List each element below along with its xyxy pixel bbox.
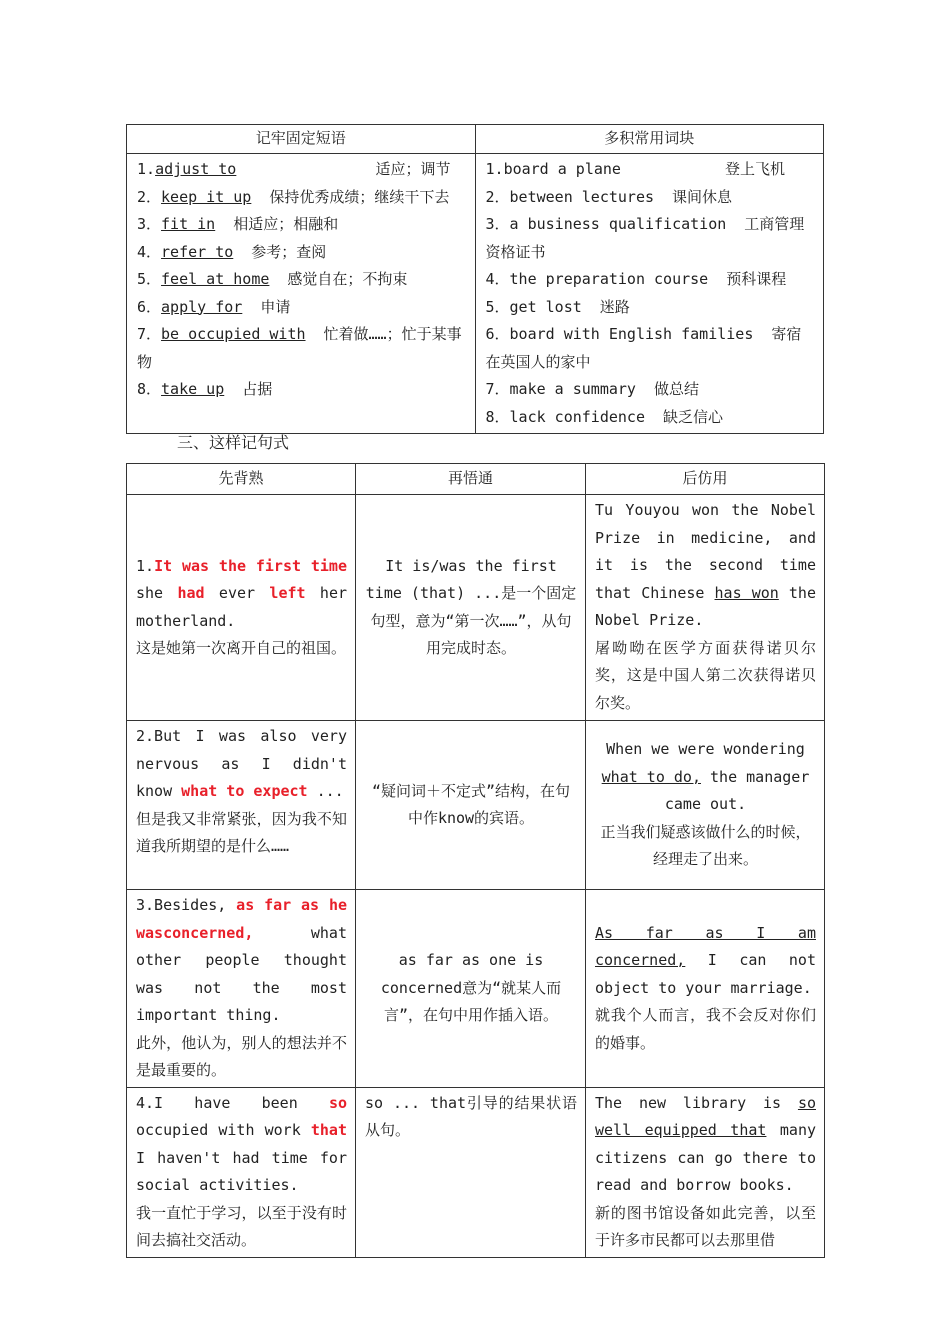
list-item: 4．refer to 参考；查阅 [137, 242, 327, 261]
word-blocks-list [475, 154, 824, 434]
imitation-3: As far as I am concerned, I can not object to your marriage. 就我个人而言，我不会反对你们的婚事。 [586, 890, 825, 1088]
fixed-phrases-list [127, 154, 476, 434]
explanation-1: It is/was the first time (that) ...是一个固定句型，意为“第一次……”，从句用完成时态。 [356, 495, 586, 721]
list-item: 3．fit in 相适应；相融和 [137, 215, 339, 233]
phrase-table-header-right: 多积常用词块 [475, 125, 824, 154]
table-row [127, 890, 825, 1088]
phrase-table-header-left: 记牢固定短语 [127, 125, 476, 154]
imitation-4: The new library is so well equipped that many citizens can go there to read and borrow books. 新的图书馆设备如此完善，以至于许多市民都可以去那里借 [586, 1087, 825, 1257]
section-title: 三、这样记句式 [177, 433, 290, 452]
list-item: 4．the preparation course 预科课程 [485, 270, 787, 288]
sentence-table-header-understand: 再悟通 [356, 464, 586, 495]
phrase-table [126, 124, 824, 434]
example-sentence-1: 1.It was the first time she had ever left her motherland. 这是她第一次离开自己的祖国。 [127, 495, 356, 721]
sentence-table-header-memorize: 先背熟 [127, 464, 356, 495]
explanation-3: as far as one is concerned意为“就某人而言”，在句中用作插入语。 [356, 890, 586, 1088]
example-sentence-2: 2.But I was also very nervous as I didn't know what to expect ... 但是我又非常紧张，因为我不知道我所期望的是什么…… [127, 721, 356, 890]
list-item: 2．keep it up 保持优秀成绩；继续干下去 [137, 187, 450, 206]
table-row [127, 1087, 825, 1257]
list-item: 5．feel at home 感觉自在；不拘束 [137, 270, 408, 288]
table-row [127, 495, 825, 721]
list-item: 1.board a plane 登上飞机 [485, 160, 785, 178]
imitation-1: Tu Youyou won the Nobel Prize in medicine, and it is the second time that Chinese has won the Nobel Prize. 屠呦呦在医学方面获得诺贝尔奖，这是中国人第二次获得诺贝尔奖。 [586, 495, 825, 721]
explanation-4: so ... that引导的结果状语从句。 [356, 1087, 586, 1257]
list-item: 8．lack confidence 缺乏信心 [485, 407, 724, 426]
example-sentence-4: 4.I have been so occupied with work that I haven't had time for social activities. 我一直忙于学习，以至于没有时间去搞社交活动。 [127, 1087, 356, 1257]
table-row [127, 721, 825, 890]
sentence-table [126, 463, 825, 1258]
list-item: 6．apply for 申请 [137, 297, 291, 316]
imitation-2: When we were wondering what to do, the manager came out. 正当我们疑惑该做什么的时候，经理走了出来。 [586, 721, 825, 890]
list-item: 2．between lectures 课间休息 [485, 187, 733, 206]
list-item: 7．make a summary 做总结 [485, 380, 699, 398]
sentence-table-header-imitate: 后仿用 [586, 464, 825, 495]
list-item: 5．get lost 迷路 [485, 297, 630, 316]
list-item: 3．a business qualification 工商管理资格证书 [485, 215, 805, 261]
list-item: 1.adjust to 适应；调节 [137, 160, 451, 178]
example-sentence-3: 3.Besides, as far as he wasconcerned, what other people thought was not the most important thing. 此外，他认为，别人的想法并不是最重要的。 [127, 890, 356, 1088]
list-item: 8．take up 占据 [137, 380, 273, 398]
explanation-2: “疑问词＋不定式”结构，在句中作know的宾语。 [356, 721, 586, 890]
list-item: 6．board with English families 寄宿在英国人的家中 [485, 325, 802, 371]
list-item: 7．be occupied with 忙着做……；忙于某事物 [137, 325, 462, 371]
